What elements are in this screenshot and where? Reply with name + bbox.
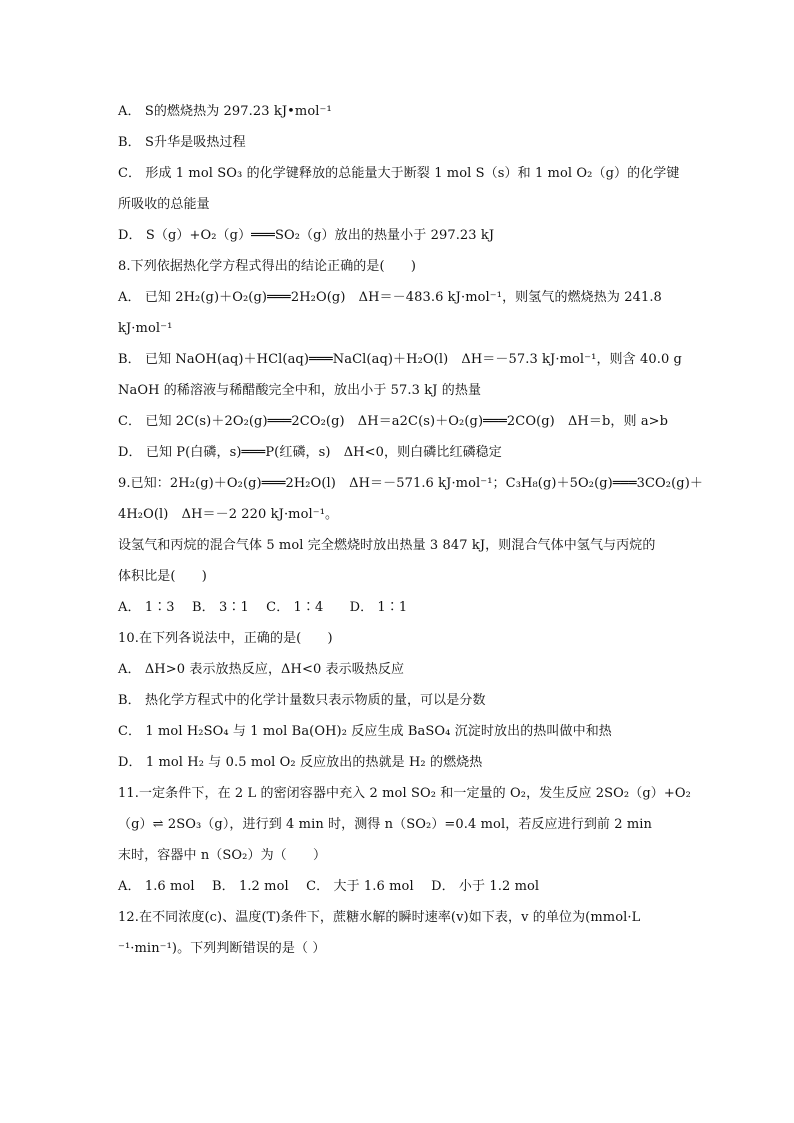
- question-8-option-a: A． 已知 2H₂(g)＋O₂(g)═══2H₂O(g) ΔH＝－483.6 kJ·mol⁻¹，则氢气的燃烧热为 241.8: [118, 290, 662, 305]
- option-c-continued-line: 所吸收的总能量: [118, 197, 210, 212]
- question-9-body-line: 设氢气和丙烷的混合气体 5 mol 完全燃烧时放出热量 3 847 kJ，则混合气体中氢气与丙烷的: [118, 538, 656, 553]
- question-8-option-c: C． 已知 2C(s)＋2O₂(g)═══2CO₂(g) ΔH＝a2C(s)＋O₂(g)═══2CO(g) ΔH＝b，则 a>b: [118, 414, 669, 429]
- question-11-options: A． 1.6 mol B． 1.2 mol C． 大于 1.6 mol D． 小于 1.2 mol: [118, 879, 540, 894]
- option-b-line: B． S升华是吸热过程: [118, 135, 246, 150]
- question-11-prompt-line: 末时，容器中 n（SO₂）为（ ）: [118, 848, 327, 863]
- question-8-title: 8.下列依据热化学方程式得出的结论正确的是( ): [118, 259, 417, 274]
- question-10-title: 10.在下列各说法中，正确的是( ): [118, 631, 333, 646]
- question-8-option-b-continued: NaOH 的稀溶液与稀醋酸完全中和，放出小于 57.3 kJ 的热量: [118, 383, 482, 398]
- question-9-options: A． 1∶3 B． 3∶1 C． 1∶4 D． 1∶1: [118, 600, 408, 615]
- question-11-title: 11.一定条件下，在 2 L 的密闭容器中充入 2 mol SO₂ 和一定量的 O₂，发生反应 2SO₂（g）+O₂: [118, 786, 691, 801]
- question-10-option-d: D． 1 mol H₂ 与 0.5 mol O₂ 反应放出的热就是 H₂ 的燃烧热: [118, 755, 483, 770]
- question-9-given-line: 9.已知：2H₂(g)＋O₂(g)═══2H₂O(l) ΔH＝－571.6 kJ·mol⁻¹；C₃H₈(g)＋5O₂(g)═══3CO₂(g)＋: [118, 476, 703, 491]
- option-d-line: D． S（g）+O₂（g）═══SO₂（g）放出的热量小于 297.23 kJ: [118, 228, 495, 243]
- question-8-option-b: B． 已知 NaOH(aq)＋HCl(aq)═══NaCl(aq)＋H₂O(l) ΔH＝－57.3 kJ·mol⁻¹，则含 40.0 g: [118, 352, 682, 367]
- option-a-line: A． S的燃烧热为 297.23 kJ•mol⁻¹: [118, 104, 332, 119]
- question-12-title: 12.在不同浓度(c)、温度(T)条件下，蔗糖水解的瞬时速率(v)如下表，v 的单位为(mmol·L: [118, 910, 641, 925]
- question-8-option-a-continued: kJ·mol⁻¹: [118, 321, 173, 336]
- question-9-given-continued: 4H₂O(l) ΔH＝－2 220 kJ·mol⁻¹。: [118, 507, 339, 522]
- question-12-continued: ⁻¹·min⁻¹)。下列判断错误的是（ ）: [118, 941, 326, 956]
- question-10-option-b: B． 热化学方程式中的化学计量数只表示物质的量，可以是分数: [118, 693, 486, 708]
- question-10-option-c: C． 1 mol H₂SO₄ 与 1 mol Ba(OH)₂ 反应生成 BaSO₄ 沉淀时放出的热叫做中和热: [118, 724, 612, 739]
- question-10-option-a: A． ΔH>0 表示放热反应，ΔH<0 表示吸热反应: [118, 662, 405, 677]
- question-8-option-d: D． 已知 P(白磷，s)═══P(红磷，s) ΔH<0，则白磷比红磷稳定: [118, 445, 502, 460]
- question-11-body-line: （g）⇌ 2SO₃（g），进行到 4 min 时，测得 n（SO₂）=0.4 mol，若反应进行到前 2 min: [118, 817, 653, 832]
- option-c-line: C． 形成 1 mol SO₃ 的化学键释放的总能量大于断裂 1 mol S（s）和 1 mol O₂（g）的化学键: [118, 166, 680, 181]
- question-9-prompt-line: 体积比是( ): [118, 569, 207, 584]
